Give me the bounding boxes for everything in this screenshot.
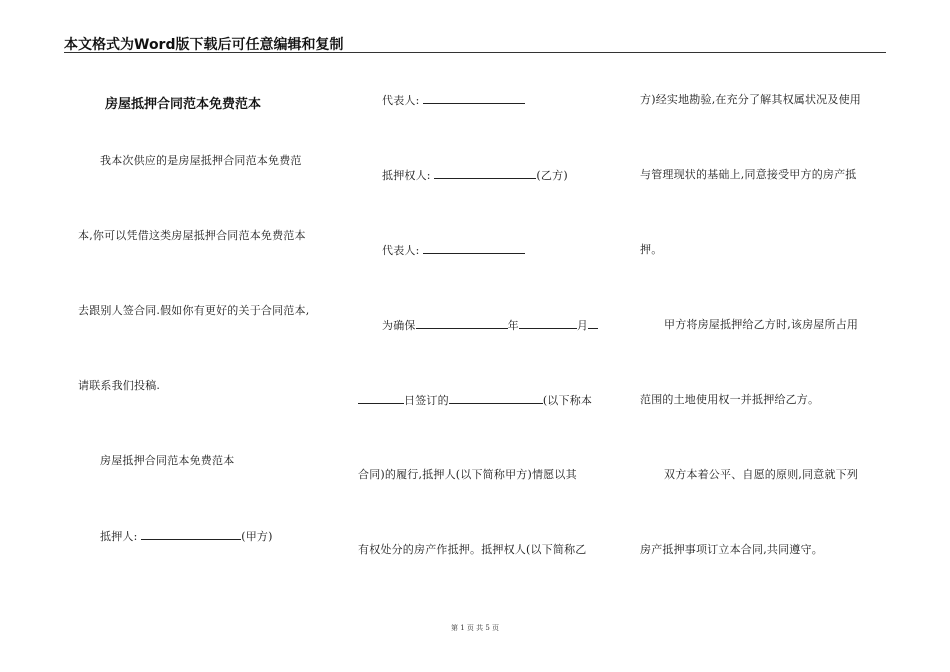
text-fragment: 月 [576,319,589,332]
mortgagor-blank [141,529,241,540]
blank-field [449,393,543,404]
header-title: 本文格式为Word版下载后可任意编辑和复制 [64,37,344,53]
paragraph-line: 双方本着公平、自愿的原则,同意就下列 [664,468,859,481]
blank-field [519,318,577,329]
date-line [382,318,598,333]
text-fragment: 为确保 [382,319,416,332]
blank-field [416,318,508,329]
representative-label: 代表人: [382,94,420,107]
paragraph-line: 房产抵押事项订立本合同,共同遵守。 [640,543,823,556]
date-line-2 [358,393,592,408]
paragraph-line: 合同)的履行,抵押人(以下简称甲方)情愿以其 [358,468,577,481]
text-fragment: (以下称本 [542,394,593,407]
header-divider [64,52,886,53]
mortgagee-blank [434,168,536,179]
paragraph-line: 有权处分的房产作抵押。抵押权人(以下简称乙 [358,543,587,556]
paragraph-line: 甲方将房屋抵押给乙方时,该房屋所占用 [664,318,859,331]
blank-field [588,318,598,329]
paragraph-line: 本,你可以凭借这类房屋抵押合同范本免费范本 [78,229,306,242]
paragraph-line: 去跟别人签合同.假如你有更好的关于合同范本, [78,304,310,317]
blank-field [358,393,404,404]
representative-blank [423,93,525,104]
paragraph-line: 我本次供应的是房屋抵押合同范本免费范 [100,154,302,167]
text-fragment: 日签订的 [404,394,449,407]
paragraph-line: 与管理现状的基础上,同意接受甲方的房产抵 [640,168,857,181]
representative-label: 代表人: [382,244,420,257]
contract-subtitle: 房屋抵押合同范本免费范本 [100,454,235,467]
mortgagor-suffix: (甲方) [241,530,273,543]
mortgagee-label: 抵押权人: [382,169,431,182]
mortgagor-label: 抵押人: [100,530,138,543]
representative-blank [423,243,525,254]
text-fragment: 年 [507,319,519,332]
document-title: 房屋抵押合同范本免费范本 [105,97,262,112]
representative-line [382,243,525,258]
mortgagor-line [100,529,273,544]
mortgagee-suffix: (乙方) [536,169,568,182]
page-number: 第 1 页 共 5 页 [450,624,500,632]
paragraph-line: 押。 [640,243,663,256]
paragraph-line: 方)经实地勘验,在充分了解其权属状况及使用 [640,93,861,106]
representative-line [382,93,525,108]
mortgagee-line [382,168,568,183]
paragraph-line: 范围的土地使用权一并抵押给乙方。 [640,393,820,406]
paragraph-line: 请联系我们投稿. [78,379,161,392]
